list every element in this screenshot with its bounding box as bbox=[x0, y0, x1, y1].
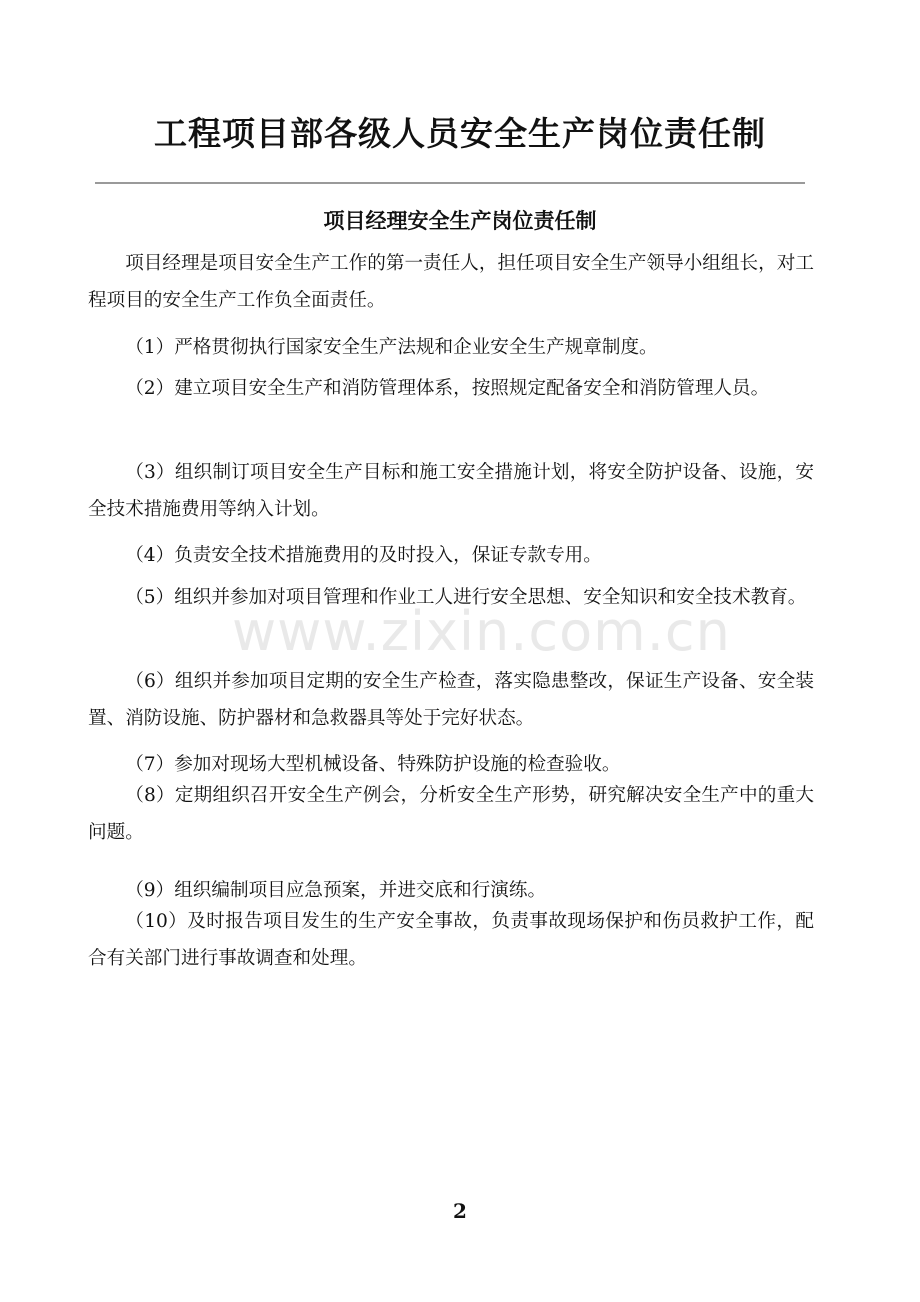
list-item-7: （7）参加对现场大型机械设备、特殊防护设施的检查验收。 bbox=[125, 754, 621, 775]
list-item-1: （1）严格贯彻执行国家安全生产法规和企业安全生产规章制度。 bbox=[125, 337, 658, 358]
page-number: 2 bbox=[453, 1199, 467, 1223]
list-item-10: （10）及时报告项目发生的生产安全事故，负责事故现场保护和伤员救护工作，配合有关部门进行事故调查和处理。 bbox=[88, 911, 814, 969]
section-title: 项目经理安全生产岗位责任制 bbox=[323, 209, 597, 233]
title-divider bbox=[95, 182, 805, 184]
watermark: www.zixin.com.cn bbox=[232, 600, 731, 663]
intro-paragraph: 项目经理是项目安全生产工作的第一责任人，担任项目安全生产领导小组组长，对工程项目的安全生产工作负全面责任。 bbox=[88, 253, 814, 311]
list-item-4: （4）负责安全技术措施费用的及时投入，保证专款专用。 bbox=[125, 545, 602, 566]
list-item-3: （3）组织制订项目安全生产目标和施工安全措施计划，将安全防护设备、设施，安全技术措施费用等纳入计划。 bbox=[88, 462, 814, 520]
document-title: 工程项目部各级人员安全生产岗位责任制 bbox=[154, 114, 766, 153]
list-item-2: （2）建立项目安全生产和消防管理体系，按照规定配备安全和消防管理人员。 bbox=[125, 378, 770, 399]
list-item-9: （9）组织编制项目应急预案，并进交底和行演练。 bbox=[125, 880, 547, 901]
list-item-8: （8）定期组织召开安全生产例会，分析安全生产形势，研究解决安全生产中的重大问题。 bbox=[88, 785, 814, 843]
list-item-5: （5）组织并参加对项目管理和作业工人进行安全思想、安全知识和安全技术教育。 bbox=[125, 587, 807, 608]
list-item-6: （6）组织并参加项目定期的安全生产检查，落实隐患整改，保证生产设备、安全装置、消防设施、防护器材和急救器具等处于完好状态。 bbox=[88, 671, 814, 729]
